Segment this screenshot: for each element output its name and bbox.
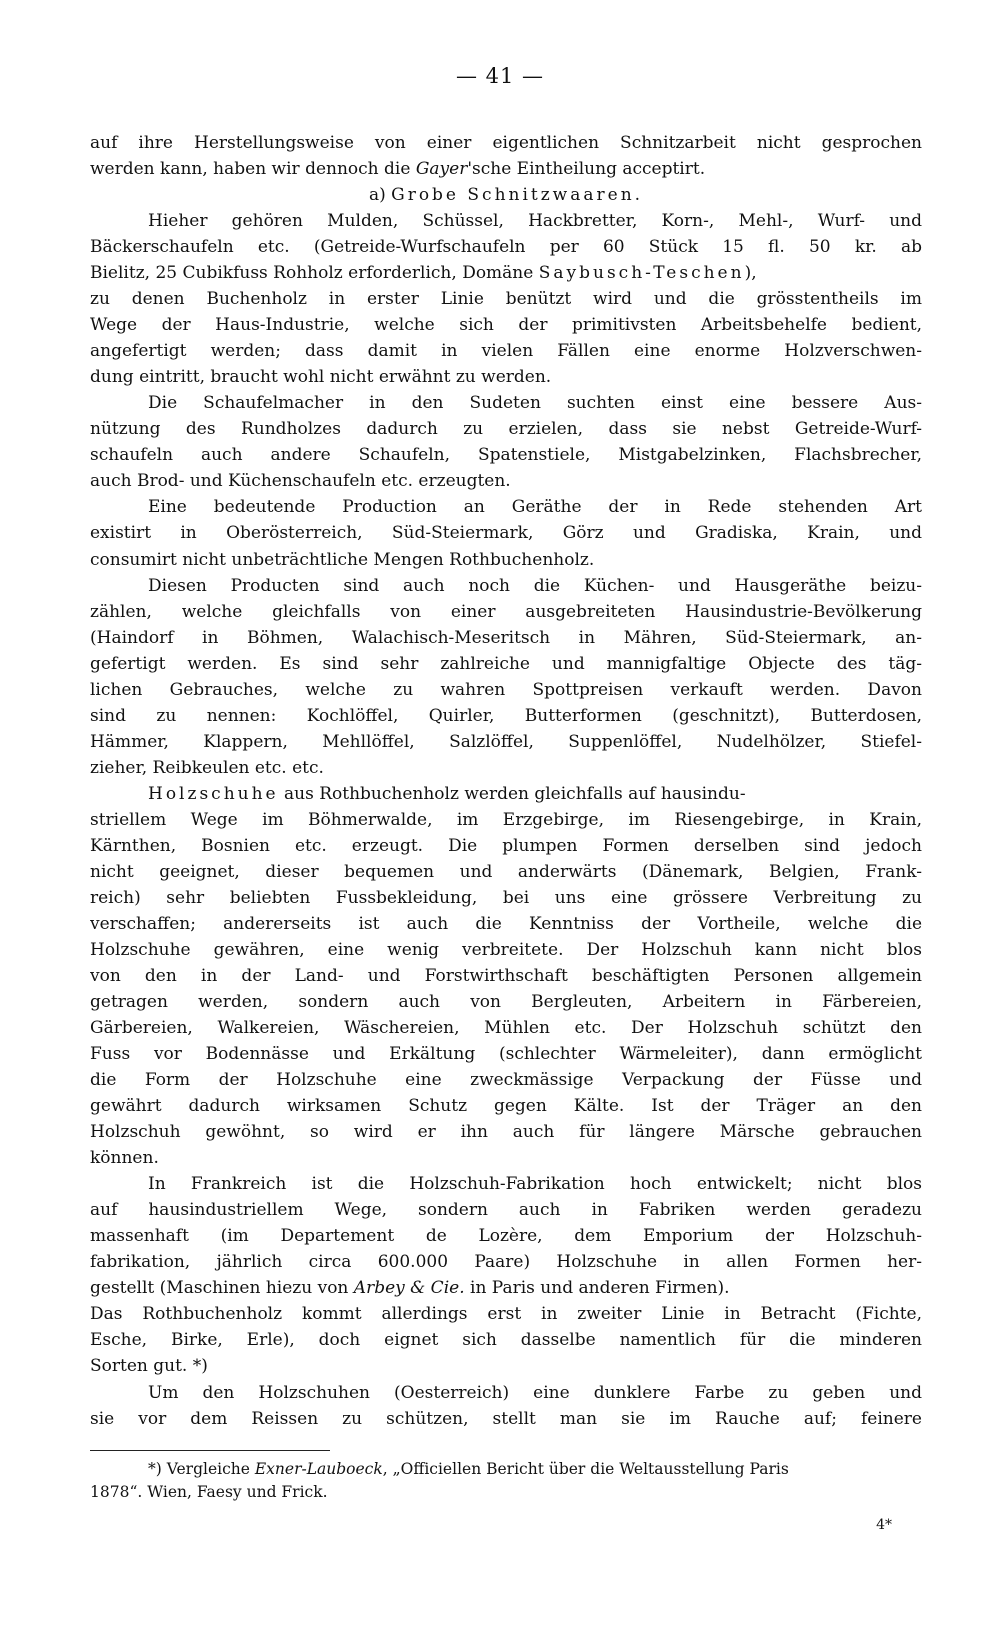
spaced-text: Saybusch-Teschen — [538, 263, 745, 284]
text-line: die Form der Holzschuhe eine zweckmässige Verpackung der Füsse und — [90, 1070, 922, 1091]
text-line: Holzschuhe gewähren, eine wenig verbreitete. Der Holzschuh kann nicht blos — [90, 939, 922, 960]
text-line: sie vor dem Reissen zu schützen, stellt man sie im Rauche auf; feinere — [90, 1408, 922, 1429]
text-line: zu denen Buchenholz in erster Linie benützt wird und die grösstentheils im — [90, 289, 922, 310]
text-line: Sorten gut. *) — [90, 1356, 208, 1377]
text-line: werden kann, haben wir dennoch die Gayer'sche Eintheilung acceptirt. — [90, 159, 706, 180]
footnote-line: 1878“. Wien, Faesy und Frick. — [90, 1482, 328, 1501]
text-line: Gärbereien, Walkereien, Wäschereien, Mühlen etc. Der Holzschuh schützt den — [90, 1018, 922, 1039]
text-line: getragen werden, sondern auch von Bergleuten, Arbeitern in Färbereien, — [90, 992, 922, 1013]
text-line: schaufeln auch andere Schaufeln, Spatenstiele, Mistgabelzinken, Flachsbrecher, — [90, 445, 922, 466]
text-line: sind zu nennen: Kochlöffel, Quirler, Butterformen (geschnitzt), Butterdosen, — [90, 705, 922, 726]
text-line: Bielitz, 25 Cubikfuss Rohholz erforderlich, Domäne Saybusch-Teschen), — [90, 263, 757, 284]
spaced-text: Holzschuhe — [148, 783, 279, 804]
text-line: (Haindorf in Böhmen, Walachisch-Meseritsch in Mähren, Süd-Steiermark, an- — [90, 627, 922, 648]
text-line: fabrikation, jährlich circa 600.000 Paare) Holzschuhe in allen Formen her- — [90, 1252, 922, 1273]
text-line: consumirt nicht unbeträchtliche Mengen Rothbuchenholz. — [90, 549, 595, 570]
text-line: Fuss vor Bodennässe und Erkältung (schlechter Wärmeleiter), dann ermöglicht — [90, 1044, 922, 1065]
text-line: auf hausindustriellem Wege, sondern auch in Fabriken werden geradezu — [90, 1200, 922, 1221]
text-line: zieher, Reibkeulen etc. etc. — [90, 757, 324, 778]
text-line: Holzschuhe aus Rothbuchenholz werden gleichfalls auf hausindu- — [148, 783, 746, 804]
text-line: auch Brod- und Küchenschaufeln etc. erzeugten. — [90, 471, 511, 492]
text-line: zählen, welche gleichfalls von einer ausgebreiteten Hausindustrie-Bevölkerung — [90, 601, 922, 622]
text-line: Holzschuh gewöhnt, so wird er ihn auch für längere Märsche gebrauchen — [90, 1122, 922, 1143]
section-heading: a) Grobe Schnitzwaaren. — [368, 185, 644, 206]
body-text — [90, 130, 922, 1432]
text-line: Kärnthen, Bosnien etc. erzeugt. Die plumpen Formen derselben sind jedoch — [90, 835, 922, 856]
emphasis-text: Exner-Lauboeck — [254, 1460, 383, 1478]
text-line: In Frankreich ist die Holzschuh-Fabrikation hoch entwickelt; nicht blos — [148, 1174, 922, 1195]
text-line: lichen Gebrauches, welche zu wahren Spottpreisen verkauft werden. Davon — [90, 679, 922, 700]
text-line: können. — [90, 1148, 159, 1169]
page-number: — 41 — — [455, 64, 545, 88]
text-line: Wege der Haus-Industrie, welche sich der primitivsten Arbeitsbehelfe bedient, — [90, 315, 922, 336]
text-line: nützung des Rundholzes dadurch zu erzielen, dass sie nebst Getreide-Wurf- — [90, 419, 922, 440]
text-line: von den in der Land- und Forstwirthschaft beschäftigten Personen allgemein — [90, 966, 922, 986]
footnote-rule — [90, 1450, 330, 1451]
footnote — [90, 1458, 922, 1503]
text-line: auf ihre Herstellungsweise von einer eigentlichen Schnitzarbeit nicht gesprochen — [90, 133, 922, 153]
text-line: verschaffen; andererseits ist auch die Kenntniss der Vortheile, welche die — [90, 913, 922, 934]
text-line: massenhaft (im Departement de Lozère, dem Emporium der Holzschuh- — [90, 1226, 922, 1247]
text-line: existirt in Oberösterreich, Süd-Steiermark, Görz und Gradiska, Krain, und — [90, 523, 922, 544]
text-line: Bäckerschaufeln etc. (Getreide-Wurfschaufeln per 60 Stück 15 fl. 50 kr. ab — [90, 237, 922, 258]
text-line: gefertigt werden. Es sind sehr zahlreiche und mannigfaltige Objecte des täg- — [90, 653, 922, 674]
text-line: striellem Wege im Böhmerwalde, im Erzgebirge, im Riesengebirge, in Krain, — [90, 809, 922, 830]
text-line: gewährt dadurch wirksamen Schutz gegen Kälte. Ist der Träger an den — [90, 1096, 922, 1117]
text-line: Hieher gehören Mulden, Schüssel, Hackbretter, Korn-, Mehl-, Wurf- und — [148, 211, 922, 232]
printer-signature: 4* — [876, 1517, 892, 1533]
emphasis-text: Gayer — [415, 159, 468, 180]
text-line: Hämmer, Klappern, Mehllöffel, Salzlöffel, Suppenlöffel, Nudelhölzer, Stiefel- — [90, 731, 922, 752]
text-line: angefertigt werden; dass damit in vielen Fällen eine enorme Holzverschwen- — [90, 341, 922, 362]
text-line: nicht geeignet, dieser bequemen und anderwärts (Dänemark, Belgien, Frank- — [90, 861, 922, 882]
text-line: Eine bedeutende Production an Geräthe der in Rede stehenden Art — [148, 497, 922, 518]
text-line: Um den Holzschuhen (Oesterreich) eine dunklere Farbe zu geben und — [148, 1382, 922, 1403]
text-line: dung eintritt, braucht wohl nicht erwähnt zu werden. — [90, 367, 552, 388]
footnote-line: *) Vergleiche Exner-Lauboeck, „Officiellen Bericht über die Weltausstellung Paris — [148, 1460, 789, 1478]
text-line: reich) sehr beliebten Fussbekleidung, bei uns eine grössere Verbreitung zu — [90, 887, 922, 908]
text-line: Das Rothbuchenholz kommt allerdings erst in zweiter Linie in Betracht (Fichte, — [90, 1304, 922, 1325]
emphasis-text: Arbey & Cie. — [353, 1278, 465, 1299]
text-line: gestellt (Maschinen hiezu von Arbey & Cie. in Paris und anderen Firmen). — [90, 1278, 730, 1299]
text-line: Die Schaufelmacher in den Sudeten suchten einst eine bessere Aus- — [148, 393, 922, 414]
text-line: Esche, Birke, Erle), doch eignet sich dasselbe namentlich für die minderen — [90, 1330, 922, 1351]
text-line: Diesen Producten sind auch noch die Küchen- und Hausgeräthe beizu- — [148, 575, 922, 596]
